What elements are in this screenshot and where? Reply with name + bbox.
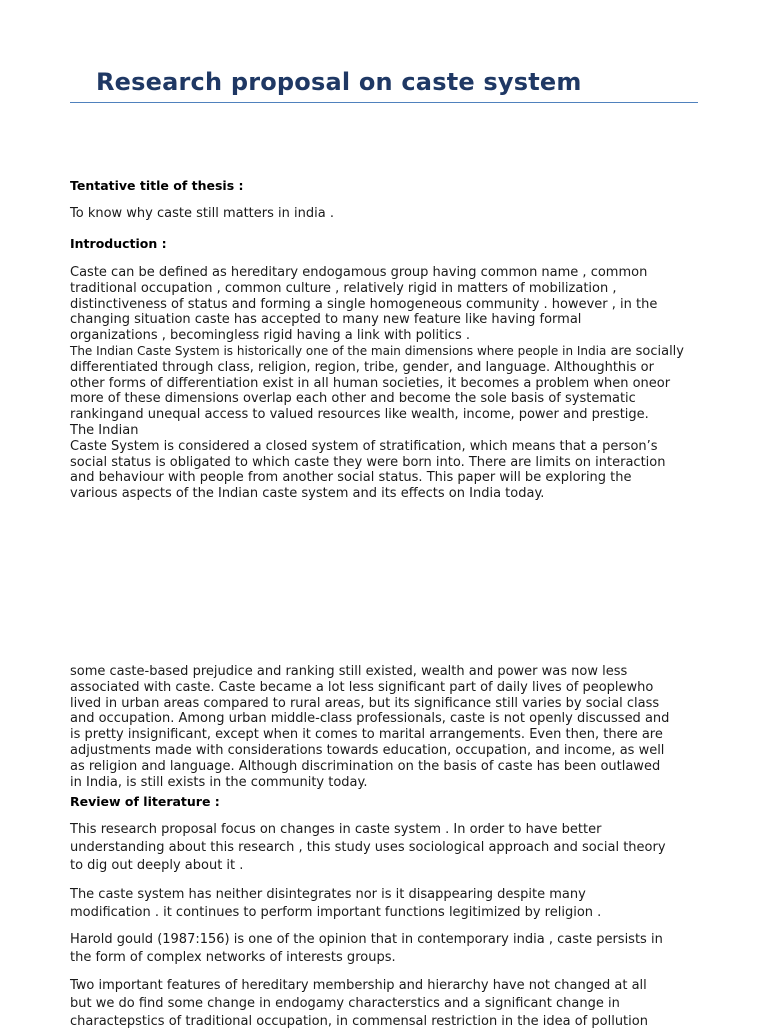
text-line: understanding about this research , this study uses sociological approach and social theory bbox=[70, 840, 666, 855]
text-line: and occupation. Among urban middle-class professionals, caste is not openly discussed and bbox=[70, 711, 670, 727]
text-line: Two important features of hereditary membership and hierarchy have not changed at all bbox=[70, 978, 647, 993]
text-run: are socially bbox=[606, 344, 684, 359]
text-line: various aspects of the Indian caste system and its effects on India today. bbox=[70, 486, 545, 502]
text-line: Caste System is considered a closed system of stratification, which means that a person’s bbox=[70, 438, 658, 454]
text-line: modification . it continues to perform important functions legitimized by religion . bbox=[70, 905, 602, 920]
text-line: Caste can be defined as hereditary endogamous group having common name , common bbox=[70, 265, 648, 280]
text-line: social status is obligated to which caste they were born into. There are limits on interaction bbox=[70, 454, 666, 470]
introduction-heading: Introduction : bbox=[70, 236, 167, 251]
review-paragraph-1 bbox=[70, 821, 700, 875]
text-line: other forms of differentiation exist in all human societies, it becomes a problem when oneor bbox=[70, 375, 671, 391]
text-line: charactерstics of traditional occupation, in commensal restriction in the idea of pollution bbox=[70, 1014, 648, 1029]
text-line: differentiated through class, religion, region, tribe, gender, and language. Althoughthis or bbox=[70, 359, 654, 375]
review-paragraph-2 bbox=[70, 886, 700, 922]
text-line: more of these dimensions overlap each other and become the sole basis of systematic bbox=[70, 391, 636, 407]
text-line: The Indian bbox=[70, 422, 139, 438]
text-line: Harold gould (1987:156) is one of the opinion that in contemporary india , caste persists in bbox=[70, 932, 663, 947]
text-line: but we do find some change in endogamy characterstics and a significant change in bbox=[70, 996, 620, 1011]
thesis-line: To know why caste still matters in india . bbox=[70, 206, 334, 221]
text-line: The caste system has neither disintegrates nor is it disappearing despite many bbox=[70, 887, 586, 902]
text-line: rankingand unequal access to valued resources like wealth, income, power and prestige. bbox=[70, 407, 649, 423]
text-line: associated with caste. Caste became a lot less significant part of daily lives of peoplewho bbox=[70, 679, 654, 695]
text-line: to dig out deeply about it . bbox=[70, 858, 244, 873]
text-line: and behaviour with people from another social status. This paper will be exploring the bbox=[70, 470, 632, 486]
text-line: traditional occupation , common culture , relatively rigid in matters of mobilization , bbox=[70, 280, 617, 296]
text-line: some caste-based prejudice and ranking still existed, wealth and power was now less bbox=[70, 664, 628, 679]
introduction-paragraph-1 bbox=[70, 265, 700, 344]
text-line: distinctiveness of status and forming a single homogeneous community . however , in the bbox=[70, 296, 658, 312]
document-title: Research proposal on caste system bbox=[96, 68, 582, 96]
text-line bbox=[70, 344, 700, 360]
text-line: as religion and language. Although discrimination on the basis of caste has been outlawed bbox=[70, 758, 661, 774]
thesis-heading: Tentative title of thesis : bbox=[70, 178, 244, 193]
thesis-text bbox=[70, 206, 700, 221]
review-paragraph-3 bbox=[70, 931, 700, 967]
introduction-paragraph-2 bbox=[70, 344, 700, 502]
text-line: organizations , becomingless rigid having a link with politics . bbox=[70, 328, 471, 344]
text-line: adjustments made with considerations towards education, occupation, and income, as well bbox=[70, 742, 665, 758]
review-heading: Review of literature : bbox=[70, 794, 220, 809]
text-line: lived in urban areas compared to rural areas, but its significance still varies by social class bbox=[70, 695, 660, 711]
text-line: is pretty insignificant, except when it comes to marital arrangements. Even then, there are bbox=[70, 727, 663, 743]
text-line: This research proposal focus on changes in caste system . In order to have better bbox=[70, 822, 602, 837]
text-line: changing situation caste has accepted to many new feature like having formal bbox=[70, 312, 582, 328]
introduction-paragraph-3 bbox=[70, 664, 700, 790]
text-line: in India, is still exists in the community today. bbox=[70, 774, 368, 790]
text-run-small: The Indian Caste System is historically one of the main dimensions where people in India bbox=[70, 344, 607, 358]
text-line: the form of complex networks of interests groups. bbox=[70, 950, 396, 965]
review-paragraph-4 bbox=[70, 977, 700, 1031]
title-underline bbox=[70, 102, 698, 103]
